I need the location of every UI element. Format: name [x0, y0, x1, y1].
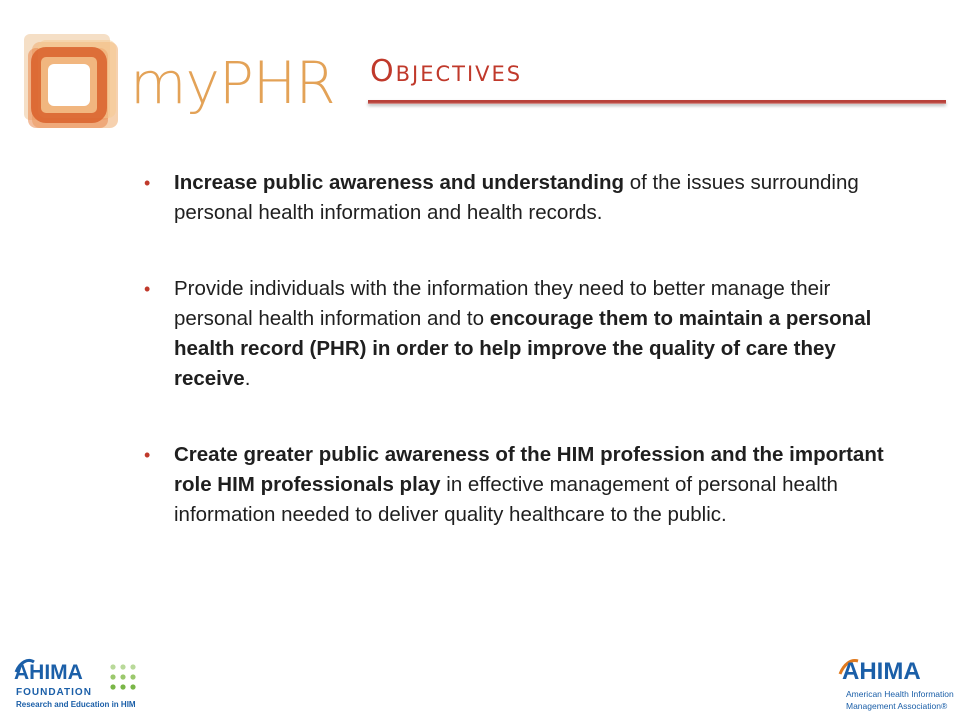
myphr-logo-text: myPHR — [130, 49, 335, 117]
bullet-marker-icon: • — [144, 279, 151, 299]
page-title: Objectives — [370, 54, 523, 89]
bullet-text — [174, 171, 859, 224]
bullet-bold-segment: Increase public awareness and understanding — [174, 171, 624, 194]
foundation-tagline: Research and Education in HIM — [16, 700, 136, 709]
ahima-line2: Management Association® — [846, 701, 948, 711]
myphr-logo — [18, 30, 335, 140]
list-item — [138, 168, 908, 228]
myphr-logo-squares-icon — [18, 30, 128, 140]
bullet-text — [174, 443, 884, 526]
bullet-text — [174, 277, 871, 390]
foundation-label: FOUNDATION — [16, 687, 92, 698]
foundation-ahima-name: AHIMA — [14, 661, 83, 684]
bullet-marker-icon: • — [144, 445, 151, 465]
bullet-bold-segment: Create greater public awareness of the HIM profession and the important role HIM professionals play — [174, 443, 884, 496]
bullet-marker-icon: • — [144, 173, 151, 193]
bullet-plain-segment: of the issues surrounding personal health information and health records. — [174, 171, 859, 224]
bullet-plain-segment: in effective management of personal health information needed to deliver quality healthcare to the public. — [174, 473, 838, 526]
title-underline — [368, 100, 946, 104]
bullet-bold-segment: encourage them to maintain a personal health record (PHR) in order to help improve the quality of care they receive — [174, 307, 872, 390]
bullet-plain-segment: . — [244, 367, 251, 390]
list-item — [138, 440, 908, 530]
foundation-dots-icon — [108, 662, 138, 692]
ahima-logo — [838, 652, 954, 714]
list-item — [138, 274, 908, 394]
ahima-name: AHIMA — [842, 658, 921, 685]
objectives-list — [138, 168, 908, 576]
ahima-line1: American Health Information — [846, 689, 954, 699]
bullet-plain-segment: Provide individuals with the information they need to better manage their personal health information and to — [174, 277, 831, 330]
